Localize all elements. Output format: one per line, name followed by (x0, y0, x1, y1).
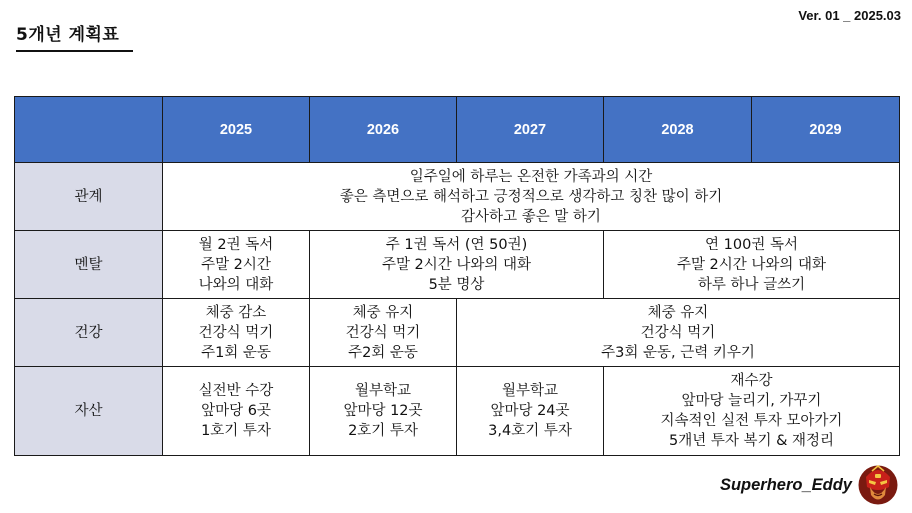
year-header-2026: 2026 (310, 97, 457, 163)
cell-line: 재수강 (730, 373, 773, 389)
year-header-2029: 2029 (752, 97, 900, 163)
year-header-2028: 2028 (604, 97, 752, 163)
cell-line: 건강식 먹기 (345, 324, 421, 341)
cell-line: 주 1권 독서 (연 50권) (385, 236, 528, 253)
row-label-relationship: 관계 (15, 163, 163, 231)
header-corner (15, 97, 163, 163)
cell-line: 앞마당 24곳 (490, 403, 570, 419)
cell-assets-2026 (310, 367, 457, 456)
cell-health-2026 (310, 299, 457, 367)
cell-line: 나와의 대화 (198, 276, 274, 293)
cell-line: 5개년 투자 복기 & 재정리 (668, 433, 835, 449)
cell-mental-2028-2029 (604, 231, 900, 299)
table-row-relationship (15, 163, 900, 231)
cell-mental-2025 (163, 231, 310, 299)
cell-line: 주말 2시간 나와의 대화 (676, 256, 827, 273)
table-row-assets (15, 367, 900, 456)
page-title: 5개년 계획표 (16, 20, 133, 52)
cell-line: 월부학교 (354, 383, 412, 399)
cell-relationship-all (163, 163, 900, 231)
cell-line: 월 2권 독서 (198, 236, 274, 253)
cell-line: 건강식 먹기 (198, 324, 274, 341)
cell-line: 5분 명상 (428, 276, 485, 293)
cell-line: 앞마당 늘리기, 가꾸기 (681, 393, 822, 409)
cell-line: 좋은 측면으로 해석하고 긍정적으로 생각하고 칭찬 많이 하기 (339, 188, 723, 205)
row-label-mental: 멘탈 (15, 231, 163, 299)
cell-line: 체중 감소 (205, 304, 267, 321)
row-label-assets: 자산 (15, 367, 163, 456)
cell-line: 건강식 먹기 (640, 324, 716, 341)
cell-line: 일주일에 하루는 온전한 가족과의 시간 (409, 168, 653, 185)
cell-health-2025 (163, 299, 310, 367)
cell-line: 앞마당 12곳 (343, 403, 423, 419)
cell-health-2027-2029 (457, 299, 900, 367)
cell-line: 주3회 운동, 근력 키우기 (601, 344, 755, 361)
year-header-2027: 2027 (457, 97, 604, 163)
signature: Superhero_Eddy (719, 476, 852, 494)
cell-line: 3,4호기 투자 (488, 423, 572, 439)
cell-line: 지속적인 실전 투자 모아가기 (660, 413, 843, 429)
cell-line: 1호기 투자 (201, 423, 271, 439)
version-label: Ver. 01 _ 2025.03 (798, 8, 901, 23)
cell-assets-2027 (457, 367, 604, 456)
cell-assets-2028-2029 (604, 367, 900, 456)
cell-line: 감사하고 좋은 말 하기 (461, 208, 601, 225)
header-row (15, 97, 900, 163)
cell-line: 실전반 수강 (198, 383, 274, 399)
cell-line: 앞마당 6곳 (201, 403, 271, 419)
cell-line: 주말 2시간 (201, 256, 271, 273)
cell-assets-2025 (163, 367, 310, 456)
cell-line: 하루 하나 글쓰기 (697, 276, 806, 293)
cell-line: 주1회 운동 (201, 344, 271, 361)
cell-line: 월부학교 (501, 383, 559, 399)
cell-mental-2026-2027 (310, 231, 604, 299)
row-label-health: 건강 (15, 299, 163, 367)
superhero-avatar-icon (858, 463, 898, 507)
cell-line: 연 100권 독서 (705, 236, 798, 253)
cell-line: 체중 유지 (352, 304, 414, 321)
table-row-mental (15, 231, 900, 299)
plan-table (14, 96, 900, 456)
cell-line: 체중 유지 (647, 304, 709, 321)
cell-line: 주말 2시간 나와의 대화 (381, 256, 532, 273)
year-header-2025: 2025 (163, 97, 310, 163)
cell-line: 2호기 투자 (348, 423, 418, 439)
cell-line: 주2회 운동 (348, 344, 418, 361)
table-row-health (15, 299, 900, 367)
